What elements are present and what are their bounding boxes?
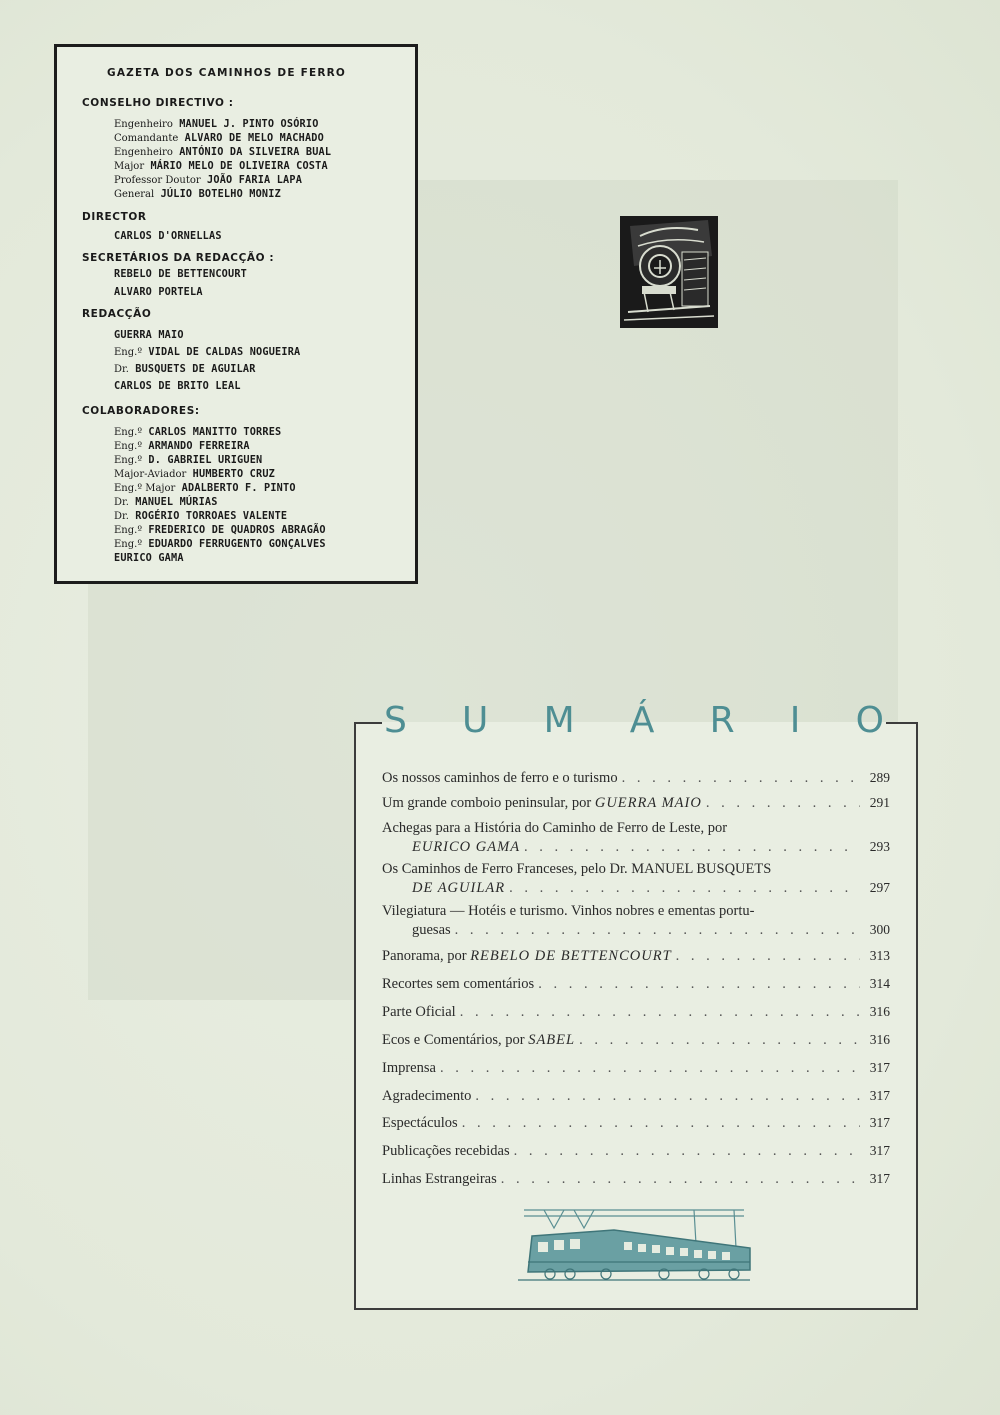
sumario-title: S U M Á R I O xyxy=(384,700,884,741)
colaborador: Eng.º CARLOS MANITTO TORRES xyxy=(114,427,282,438)
toc-item: Parte Oficial . . . 316 xyxy=(382,1004,890,1023)
staff-box xyxy=(54,44,418,584)
toc-item: Os nossos caminhos de ferro e o turismo . . . 289 xyxy=(382,770,890,789)
toc-item: Ecos e Comentários, por SABEL . . . 316 xyxy=(382,1032,890,1051)
colaboradores-heading: COLABORADORES: xyxy=(82,405,200,417)
toc-item: Recortes sem comentários . . . 314 xyxy=(382,976,890,995)
secretario-name: REBELO DE BETTENCOURT xyxy=(114,269,248,280)
colaborador: Eng.º D. GABRIEL URIGUEN xyxy=(114,455,263,466)
colaborador: EURICO GAMA xyxy=(114,553,184,564)
electric-train-engraving-icon xyxy=(514,1204,754,1284)
toc-item: Linhas Estrangeiras . . . 317 xyxy=(382,1171,890,1190)
toc-item: Panorama, por REBELO DE BETTENCOURT . . . 313 xyxy=(382,948,890,967)
colaborador: Dr. ROGÉRIO TORROAES VALENTE xyxy=(114,511,288,522)
redaccao-member: Eng.º VIDAL DE CALDAS NOGUEIRA xyxy=(114,347,301,358)
redaccao-member: CARLOS DE BRITO LEAL xyxy=(114,381,241,392)
conselho-member: Professor Doutor JOÃO FARIA LAPA xyxy=(114,175,303,186)
secretarios-heading: SECRETÁRIOS DA REDACÇÃO : xyxy=(82,252,275,264)
redaccao-heading: REDACÇÃO xyxy=(82,308,152,320)
redaccao-member: Dr. BUSQUETS DE AGUILAR xyxy=(114,364,256,375)
conselho-member: General JÚLIO BOTELHO MONIZ xyxy=(114,189,281,200)
toc-item: Agradecimento . . . 317 xyxy=(382,1088,890,1107)
conselho-member: Engenheiro MANUEL J. PINTO OSÓRIO xyxy=(114,119,319,130)
toc-item: Vilegiatura — Hotéis e turismo. Vinhos nobres e ementas portu- guesas . . . 300 xyxy=(382,903,890,941)
staff-title: GAZETA DOS CAMINHOS DE FERRO xyxy=(107,67,347,79)
redaccao-member: GUERRA MAIO xyxy=(114,330,184,341)
conselho-member: Engenheiro ANTÓNIO DA SILVEIRA BUAL xyxy=(114,147,332,158)
conselho-member: Comandante ALVARO DE MELO MACHADO xyxy=(114,133,324,144)
toc-item: Os Caminhos de Ferro Franceses, pelo Dr. MANUEL BUSQUETS DE AGUILAR . . . 297 xyxy=(382,861,890,899)
conselho-member: Major MÁRIO MELO DE OLIVEIRA COSTA xyxy=(114,161,328,172)
sumario-rule-right xyxy=(886,722,916,724)
secretario-name: ALVARO PORTELA xyxy=(114,287,203,298)
colaborador: Eng.º Major ADALBERTO F. PINTO xyxy=(114,483,296,494)
colaborador: Eng.º EDUARDO FERRUGENTO GONÇALVES xyxy=(114,539,326,550)
sumario-rule-left xyxy=(356,722,382,724)
colaborador: Dr. MANUEL MÚRIAS xyxy=(114,497,218,508)
director-heading: DIRECTOR xyxy=(82,211,147,223)
colaborador: Eng.º ARMANDO FERREIRA xyxy=(114,441,250,452)
director-name: CARLOS D'ORNELLAS xyxy=(114,231,222,242)
colaborador: Major-Aviador HUMBERTO CRUZ xyxy=(114,469,275,480)
locomotive-woodcut-icon xyxy=(620,216,718,330)
toc-item: Achegas para a História do Caminho de Ferro de Leste, por EURICO GAMA . . . 293 xyxy=(382,820,890,858)
conselho-heading: CONSELHO DIRECTIVO : xyxy=(82,97,234,109)
toc-item: Imprensa . . . 317 xyxy=(382,1060,890,1079)
toc-item: Um grande comboio peninsular, por GUERRA MAIO . . . 291 xyxy=(382,795,890,814)
toc-item: Publicações recebidas . . . 317 xyxy=(382,1143,890,1162)
toc-item: Espectáculos . . . 317 xyxy=(382,1115,890,1134)
colaborador: Eng.º FREDERICO DE QUADROS ABRAGÃO xyxy=(114,525,326,536)
